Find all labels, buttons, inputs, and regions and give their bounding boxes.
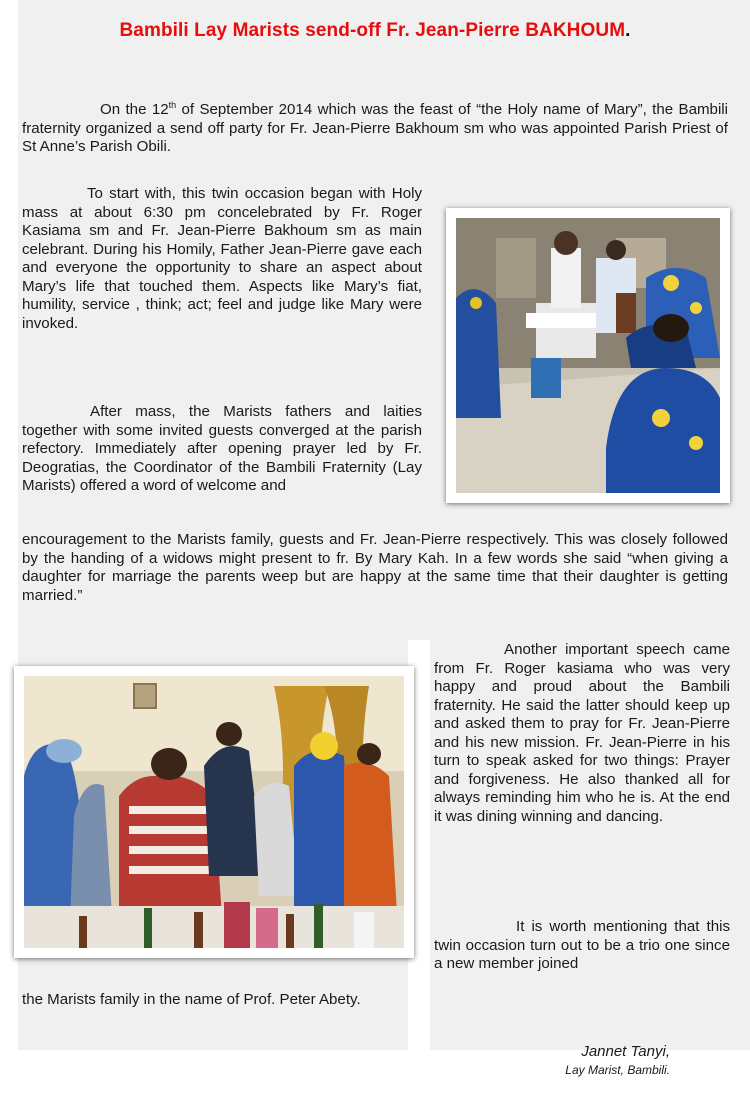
mass-photo — [456, 218, 720, 493]
mass-text: To start with, this twin occasion began with Holy mass at about 6:30 pm concelebrated by Fr. Roger Kasiama sm and Fr. Jean-Pierre Bakhoum sm as main celebrant. During his Homily, Father Jean-Pierre gave each and everyone the opportunity to share an aspect about Mary’s life that touched them. Aspects like Mary’s fiat, humility, service , think; act; feel and judge like Mary were invoked. — [22, 185, 422, 332]
paragraph-new-member-continued — [22, 991, 728, 1010]
title-text: Bambili Lay Marists send-off Fr. Jean-Pierre BAKHOUM — [119, 20, 626, 41]
new-member-text: It is worth mentioning that this twin occasion turn out to be a trio one since a new member joined — [434, 918, 730, 972]
refectory-text: After mass, the Marists fathers and laities together with some invited guests converged at the parish refectory. Immediately after opening prayer led by Fr. Deogratias, the Coordinator of the Bambili Fraternity (Lay Marists) offered a word of welcome and — [22, 403, 422, 494]
intro-superscript: th — [168, 99, 177, 110]
intro-text-b: of September 2014 which was the feast of “the Holy name of Mary”, the Bambili fraternity organized a send off party for Fr. Jean-Pierre Bakhoum sm who was appointed Parish Priest of St Anne’s Parish Obili. — [22, 101, 729, 155]
party-photo-frame — [14, 666, 414, 958]
page-title — [0, 20, 750, 42]
paragraph-mass — [22, 185, 422, 333]
paragraph-new-member — [434, 918, 730, 974]
paragraph-intro — [22, 101, 728, 157]
mass-photo-frame — [446, 208, 730, 503]
paragraph-speech — [434, 641, 730, 826]
new-member-text-continued: the Marists family in the name of Prof. Peter Abety. — [22, 991, 361, 1008]
intro-text-a: On the 12 — [100, 101, 169, 118]
paragraph-refectory — [22, 403, 422, 496]
signature-role: Lay Marist, Bambili. — [565, 1063, 670, 1077]
paragraph-refectory-continued — [22, 531, 728, 605]
refectory-text-continued: encouragement to the Marists family, guests and Fr. Jean-Pierre respectively. This was closely followed by the handing of a widows might present to fr. By Mary Kah. In a few words she said “when giving a daughter for marriage the parents weep but are happy at the same time that their daughter is getting married.” — [22, 531, 728, 604]
title-period: . — [625, 20, 631, 41]
party-photo — [24, 676, 404, 948]
signature-block — [565, 1042, 670, 1078]
signature-name: Jannet Tanyi, — [581, 1043, 670, 1060]
speech-text: Another important speech came from Fr. Roger kasiama who was very happy and proud about the Bambili fraternity. He said the latter should keep up and asked them to pray for Fr. Jean-Pierre and his new mission. Fr. Jean-Pierre in his turn to speak asked for two things: Prayer and forgiveness. He also thanked all for always reminding him who he is. At the end it was dining winning and dancing. — [434, 641, 730, 825]
